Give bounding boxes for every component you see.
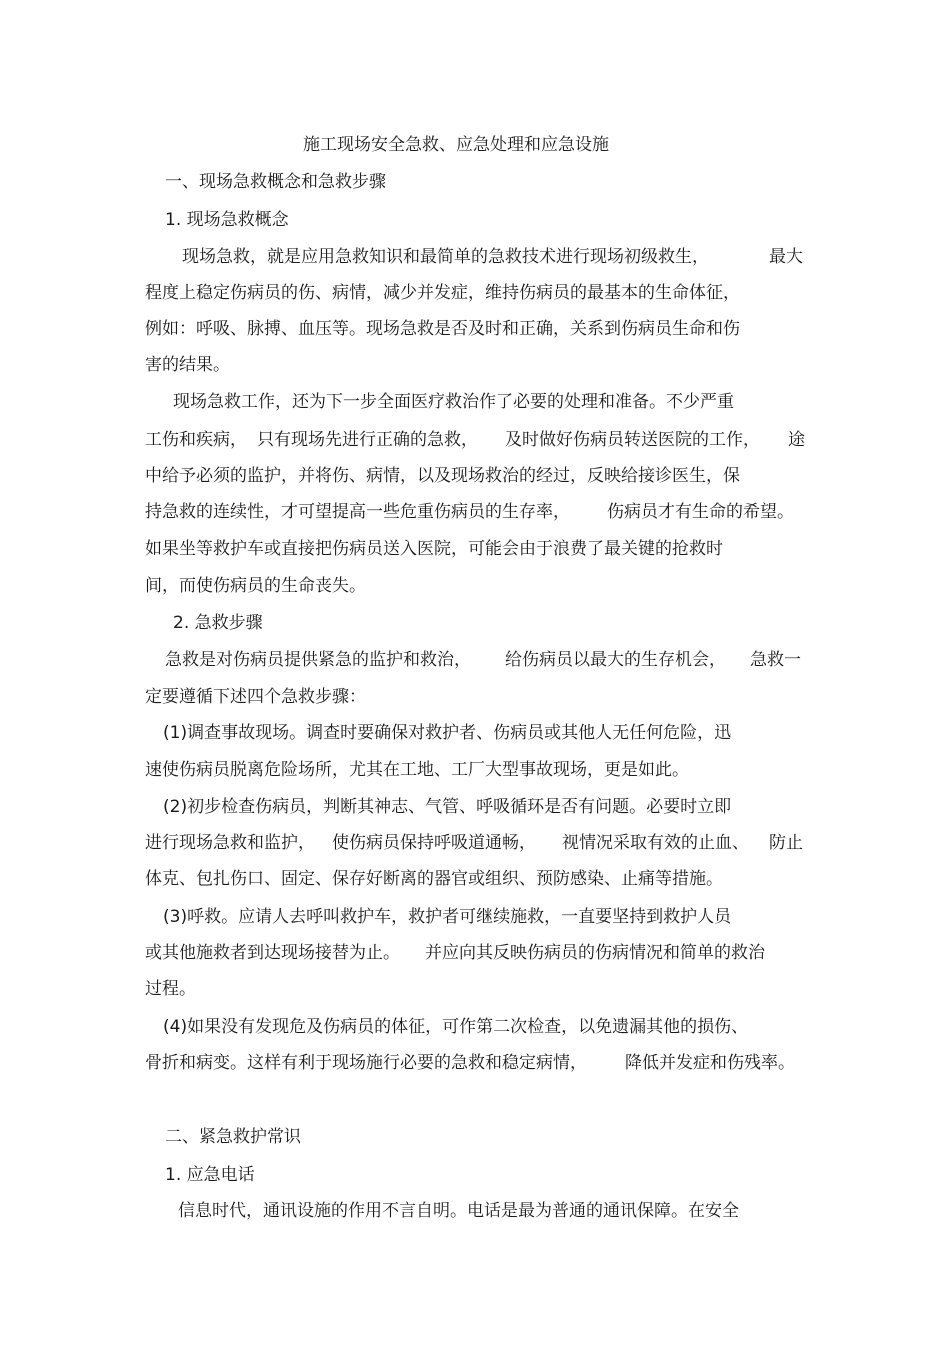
step-2-line: 视情况采取有效的止血、 xyxy=(562,833,749,853)
step-3-line: 或其他施救者到达现场接替为止。 xyxy=(145,943,400,963)
paragraph-line: 持急救的连续性，才可望提高一些危重伤病员的生存率， xyxy=(145,502,570,522)
subsection-2-1-heading: 1. 应急电话 xyxy=(165,1165,255,1185)
paragraph-line: 如果坐等救护车或直接把伤病员送入医院，可能会由于浪费了最关键的抢救时 xyxy=(145,539,723,559)
step-1-line: 速使伤病员脱离危险场所，尤其在工地、工厂大型事故现场，更是如此。 xyxy=(145,760,689,780)
paragraph-line: 间，而使伤病员的生命丧失。 xyxy=(145,576,366,596)
paragraph-line: 最大 xyxy=(769,247,803,267)
paragraph-line: 急救一 xyxy=(750,650,801,670)
step-1-line: (1)调查事故现场。调查时要确保对救护者、伤病员或其他人无任何危险，迅 xyxy=(163,723,732,743)
step-4-line: 骨折和病变。这样有利于现场施行必要的急救和稳定病情， xyxy=(145,1053,587,1073)
subsection-1-2-heading: 2. 急救步骤 xyxy=(173,613,263,633)
paragraph-line: 例如：呼吸、脉搏、血压等。现场急救是否及时和正确，关系到伤病员生命和伤 xyxy=(145,319,740,339)
paragraph-line: 程度上稳定伤病员的伤、病情，减少并发症，维持伤病员的最基本的生命体征， xyxy=(145,283,740,303)
step-4-line: (4)如果没有发现危及伤病员的体征，可作第二次检查，以免遗漏其他的损伤、 xyxy=(163,1017,749,1037)
paragraph-line: 现场急救工作，还为下一步全面医疗救治作了必要的处理和准备。不少严重 xyxy=(173,392,734,412)
paragraph-line: 害的结果。 xyxy=(145,355,230,375)
paragraph-line: 途 xyxy=(788,430,805,450)
step-2-line: (2)初步检查伤病员，判断其神志、气管、呼吸循环是否有问题。必要时立即 xyxy=(163,797,732,817)
step-2-line: 体克、包扎伤口、固定、保存好断离的器官或组织、预防感染、止痛等措施。 xyxy=(145,869,723,889)
step-4-line: 降低并发症和伤残率。 xyxy=(625,1053,795,1073)
paragraph-line: 急救是对伤病员提供紧急的监护和救治， xyxy=(165,650,471,670)
paragraph-line: 伤病员才有生命的希望。 xyxy=(607,502,794,522)
page-title: 施工现场安全急救、应急处理和应急设施 xyxy=(303,135,609,155)
paragraph-line: 给伤病员以最大的生存机会， xyxy=(505,650,726,670)
step-2-line: 防止 xyxy=(769,833,803,853)
paragraph-line: 信息时代，通讯设施的作用不言自明。电话是最为普通的通讯保障。在安全 xyxy=(178,1201,739,1221)
step-3-line: 并应向其反映伤病员的伤病情况和简单的救治 xyxy=(425,943,765,963)
step-2-line: 使伤病员保持呼吸道通畅， xyxy=(332,833,536,853)
paragraph-line: 现场急救，就是应用急救知识和最简单的急救技术进行现场初级救生， xyxy=(182,247,709,267)
section-1-heading: 一、现场急救概念和急救步骤 xyxy=(165,172,386,192)
step-3-line: (3)呼救。应请人去呼叫救护车，救护者可继续施救，一直要坚持到救护人员 xyxy=(163,907,732,927)
paragraph-line: 定要遵循下述四个急救步骤： xyxy=(145,687,366,707)
step-2-line: 进行现场急救和监护， xyxy=(145,833,315,853)
paragraph-line: 只有现场先进行正确的急救， xyxy=(257,430,478,450)
paragraph-line: 中给予必须的监护，并将伤、病情，以及现场救治的经过，反映给接诊医生，保 xyxy=(145,466,740,486)
paragraph-line: 工伤和疾病， xyxy=(145,430,247,450)
section-2-heading: 二、紧急救护常识 xyxy=(165,1127,301,1147)
step-3-line: 过程。 xyxy=(145,979,196,999)
paragraph-line: 及时做好伤病员转送医院的工作， xyxy=(505,430,760,450)
subsection-1-1-heading: 1. 现场急救概念 xyxy=(165,210,289,230)
